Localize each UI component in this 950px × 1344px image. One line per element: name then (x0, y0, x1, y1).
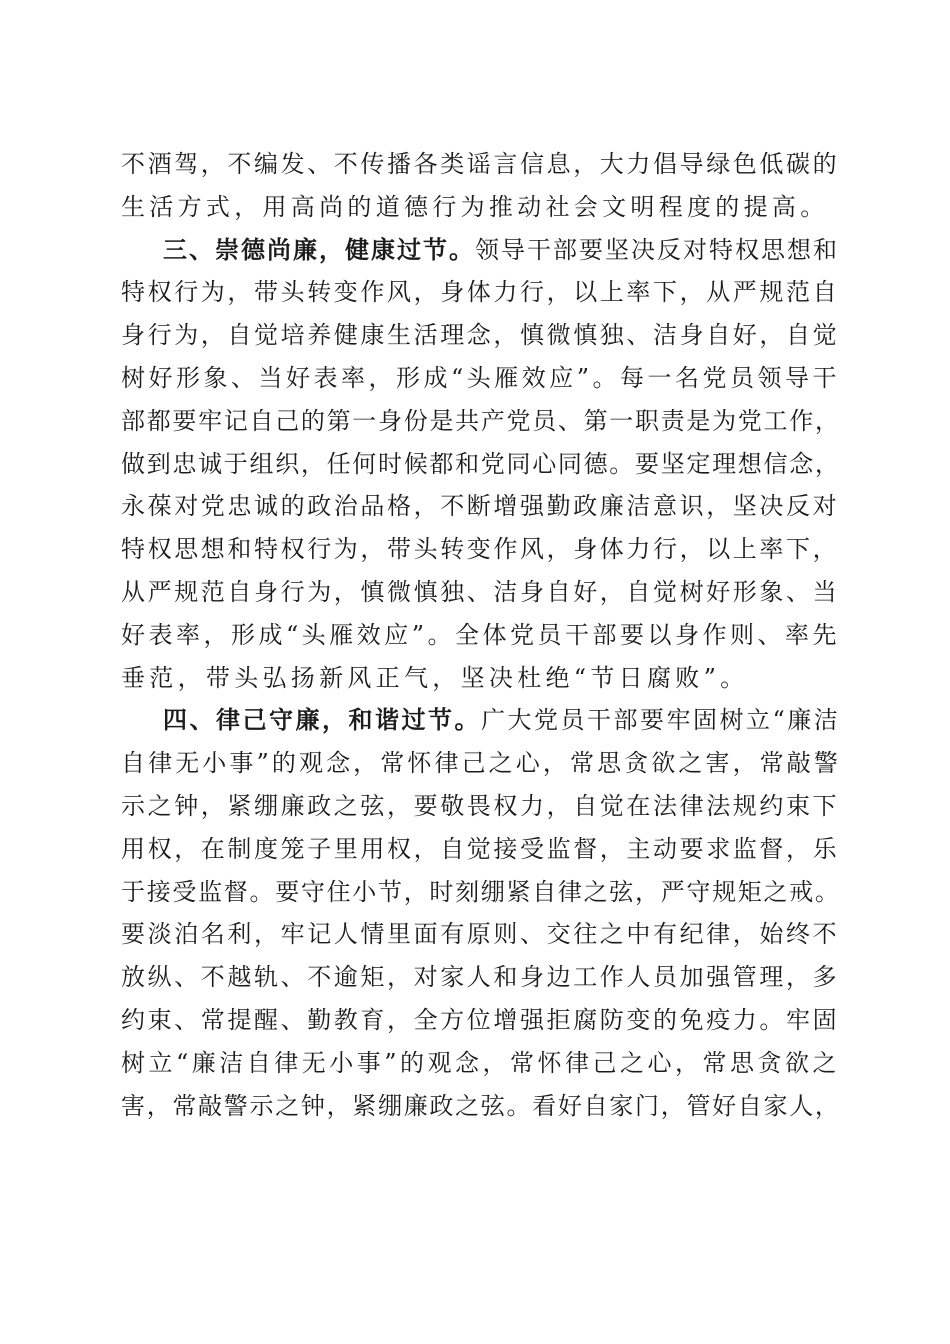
text-line: 好表率，形成“头雁效应”。全体党员干部要以身作则、率先 (121, 620, 841, 649)
text-line: 树好形象、当好表率，形成“头雁效应”。每一名党员领导干 (121, 363, 841, 392)
text-line: 放纵、不越轨、不逾矩，对家人和身边工作人员加强管理，多 (121, 963, 840, 992)
text-line: 示之钟，紧绷廉政之弦，要敬畏权力，自觉在法律法规约束下 (121, 791, 840, 820)
document-body (121, 143, 841, 1127)
text-line: 要淡泊名利，牢记人情里面有原则、交往之中有纪律，始终不 (121, 920, 840, 949)
paragraph-continuation (121, 143, 841, 229)
text-line: 垂范，带头弘扬新风正气，坚决杜绝“节日腐败”。 (121, 663, 749, 692)
text-run: 广大党员干部要牢固树立“廉洁 (481, 706, 841, 735)
text-line: 做到忠诚于组织，任何时候都和党同心同德。要坚定理想信念， (121, 449, 841, 478)
text-line: 用权，在制度笼子里用权，自觉接受监督，主动要求监督，乐 (121, 834, 840, 863)
text-line: 树立“廉洁自律无小事”的观念，常怀律己之心，常思贪欲之 (121, 1048, 841, 1077)
text-line: 部都要牢记自己的第一身份是共产党员、第一职责是为党工作， (121, 406, 841, 435)
text-line (121, 229, 841, 272)
text-line: 约束、常提醒、勤教育，全方位增强拒腐防变的免疫力。牢固 (121, 1005, 840, 1034)
text-line: 从严规范自身行为，慎微慎独、洁身自好，自觉树好形象、当 (121, 577, 840, 606)
text-line: 不酒驾，不编发、不传播各类谣言信息，大力倡导绿色低碳的 (121, 150, 840, 178)
paragraph-section-three (121, 229, 841, 700)
text-line: 身行为，自觉培养健康生活理念，慎微慎独、洁身自好，自觉 (121, 321, 840, 350)
text-line: 自律无小事”的观念，常怀律己之心，常思贪欲之害，常敲警 (121, 749, 841, 778)
text-line (121, 699, 841, 742)
text-line: 害，常敲警示之钟，紧绷廉政之弦。看好自家门，管好自家人， (121, 1091, 841, 1120)
paragraph-section-four (121, 699, 841, 1127)
text-line: 生活方式，用高尚的道德行为推动社会文明程度的提高。 (121, 192, 829, 221)
text-line: 永葆对党忠诚的政治品格，不断增强勤政廉洁意识，坚决反对 (121, 492, 840, 521)
text-line: 于接受监督。要守住小节，时刻绷紧自律之弦，严守规矩之戒。 (121, 877, 841, 906)
text-line: 特权思想和特权行为，带头转变作风，身体力行，以上率下， (121, 535, 840, 564)
section-heading-four: 四、律己守廉，和谐过节。 (163, 706, 481, 735)
text-line: 特权行为，带头转变作风，身体力行，以上率下，从严规范自 (121, 278, 840, 307)
section-heading-three: 三、崇德尚廉，健康过节。 (163, 235, 475, 264)
text-run: 领导干部要坚决反对特权思想和 (475, 235, 839, 264)
